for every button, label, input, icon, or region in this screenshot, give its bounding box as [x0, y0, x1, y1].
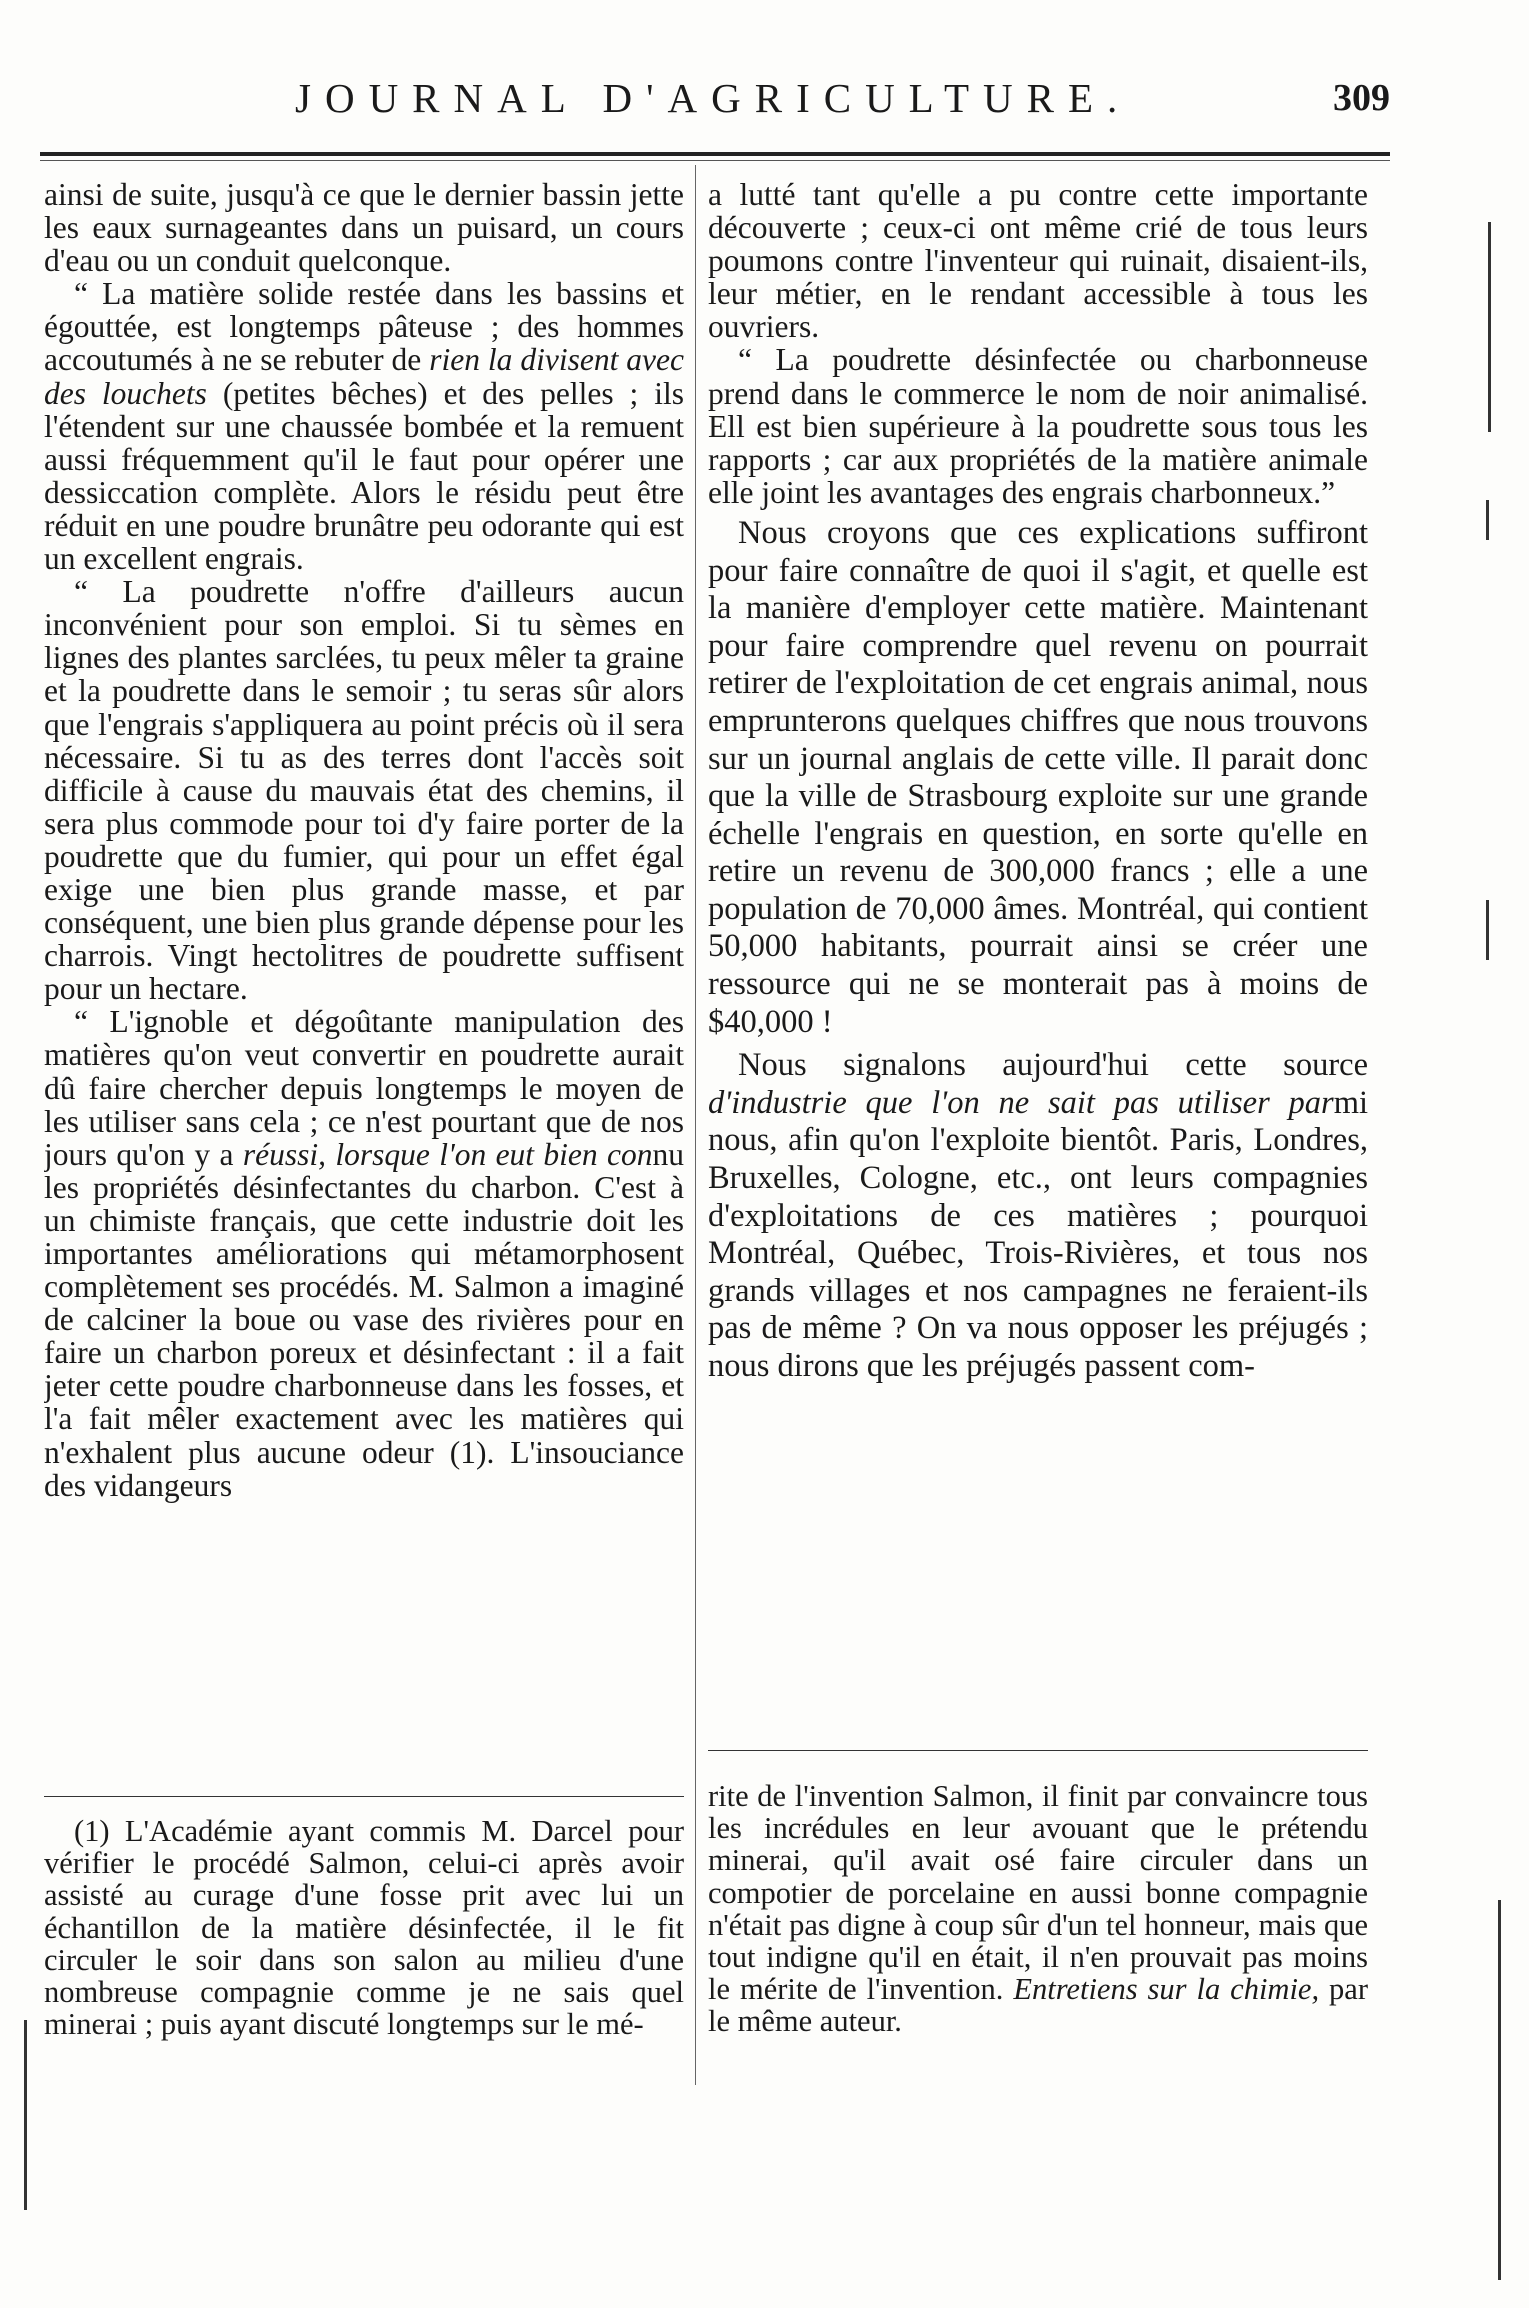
footnote-left	[44, 1815, 684, 2115]
left-column	[44, 178, 684, 1772]
margin-mark	[1486, 500, 1489, 540]
margin-mark	[24, 2020, 27, 2210]
italic-run: rien la divisent avec des louchets	[44, 342, 684, 411]
page-header	[40, 68, 1390, 128]
right-paragraph-4: Nous signalons aujourd'hui cette source d'industrie que l'on ne sait pas utiliser parmi nous, afin qu'on l'exploite bientôt. Paris, Londres, Bruxelles, Cologne, etc., ont leurs compagnies d'exploitations de ces matières ; pourquoi Montréal, Québec, Trois-Rivières, et tous nos grands villages et nos campagnes ne feraient-ils pas de même ? On va nous opposer les préjugés ; nous dirons que les préjugés passent com-	[708, 1047, 1368, 1384]
running-head: JOURNAL D'AGRICULTURE.	[295, 75, 1132, 121]
left-paragraph-2: “ La matière solide restée dans les bassins et égouttée, est longtemps pâteuse ; des hommes accoutumés à ne se rebuter de rien la divisent avec des louchets (petites bêches) et des pelles ; ils l'étendent sur une chaussée bombée et la remuent aussi fréquemment qu'il le faut pour opérer une dessiccation complète. Alors le résidu peut être réduit en une poudre brunâtre peu odorante qui est un excellent engrais.	[44, 276, 684, 577]
left-paragraph-4: “ L'ignoble et dégoûtante manipulation des matières qu'on veut convertir en poudrette aurait dû faire chercher depuis longtemps le moyen de les utiliser sans cela ; ce n'est pourtant que de nos jours qu'on y a réussi, lorsque l'on eut bien connu les propriétés désinfectantes du charbon. C'est à un chimiste français, que cette industrie doit les importantes améliorations qui métamorphosent complètement ses procédés. M. Salmon a imaginé de calciner la boue ou vase des rivières pour en faire un charbon poreux et désinfectant : il a fait jeter cette poudre charbonneuse dans les fosses, et l'a fait mêler exactement avec les matières qui n'exhalent plus aucune odeur (1). L'insouciance des vidangeurs	[44, 1004, 684, 1503]
right-paragraph-1: a lutté tant qu'elle a pu contre cette importante découverte ; ceux-ci ont même crié de tous leurs poumons contre l'inventeur qui ruinait, disaient-ils, leur métier, en le rendant accessible à tous les ouvriers.	[708, 178, 1368, 345]
header-rule-thin	[40, 160, 1390, 161]
italic-run: réussi, lorsque l'on eut bien con	[242, 1136, 653, 1172]
header-rule-thick	[40, 152, 1390, 156]
italic-run: d'industrie que l'on ne sait pas utiliser par	[708, 1084, 1334, 1121]
left-paragraph-3: “ La poudrette n'offre d'ailleurs aucun inconvénient pour son emploi. Si tu sèmes en lignes des plantes sarclées, tu peux mêler ta graine et la poudrette dans le semoir ; tu seras sûr alors que l'engrais s'appliquera au point précis où il sera nécessaire. Si tu as des terres dont l'accès soit difficile à cause du mauvais état des chemins, il sera plus commode pour toi d'y faire porter de la poudrette que du fumier, qui pour un effet égal exige une bien plus grande masse, et par conséquent, une bien plus grande dépense pour les charrois. Vingt hectolitres de poudrette suffisent pour un hectare.	[44, 574, 684, 1007]
footnote-right-paragraph	[708, 1780, 1368, 2038]
footnote-left-text: (1) L'Académie ayant commis M. Darcel pour vérifier le procédé Salmon, celui-ci après avoir assisté au curage d'une fosse prit avec lui un échantillon de la matière désinfectée, il le fit circuler le soir dans son salon au milieu d'une nombreuse compagnie comme je ne sais quel minerai ; puis ayant discuté longtemps sur le mé-	[44, 1815, 684, 2042]
footnote-right-italic: Entretiens sur la chimie,	[1013, 1972, 1320, 2007]
right-paragraph-3: Nous croyons que ces explications suffiront pour faire connaître de quoi il s'agit, et quelle est la manière d'employer cette matière. Maintenant pour faire comprendre quel revenu on pourrait retirer de l'exploitation de cet engrais animal, nous emprunterons quelques chiffres que nous trouvons sur un journal anglais de cette ville. Il parait donc que la ville de Strasbourg exploite sur une grande échelle l'engrais en question, en sorte qu'elle en retire un revenu de 300,000 francs ; elle a une population de 70,000 âmes. Montréal, qui contient 50,000 habitants, pourrait ainsi se créer une ressource qui ne se monterait pas à moins de $40,000 !	[708, 514, 1368, 1040]
margin-mark	[1486, 900, 1489, 960]
footnote-rule-left	[44, 1796, 684, 1797]
right-column	[708, 178, 1368, 1734]
footnote-rule-right	[708, 1750, 1368, 1751]
footnote-right-text: rite de l'invention Salmon, il finit par convaincre tous les incrédules en leur avouant que le prétendu minerai, qu'il avait osé faire circuler dans un compotier de porcelaine en aussi bonne compagnie n'était pas digne à coup sûr d'un tel honneur, mais que tout indigne qu'il en était, il n'en prouvait pas moins le mérite de l'invention.	[708, 1780, 1368, 2007]
margin-mark	[1498, 1900, 1501, 2280]
right-paragraph-2: “ La poudrette désinfectée ou charbonneuse prend dans le commerce le nom de noir animalisé. Ell est bien supérieure à la poudrette sous tous les rapports ; car aux propriétés de la matière animale elle joint les avantages des engrais charbonneux.”	[708, 342, 1368, 510]
footnote-right-tail: par le même auteur.	[708, 1972, 1368, 2039]
page-number: 309	[1333, 77, 1390, 119]
left-paragraph-1: ainsi de suite, jusqu'à ce que le dernier bassin jette les eaux surnageantes dans un puisard, un cours d'eau ou un conduit quelconque.	[44, 178, 684, 279]
column-divider	[695, 165, 696, 2085]
margin-mark	[1488, 222, 1491, 432]
footnote-right	[708, 1780, 1368, 2100]
